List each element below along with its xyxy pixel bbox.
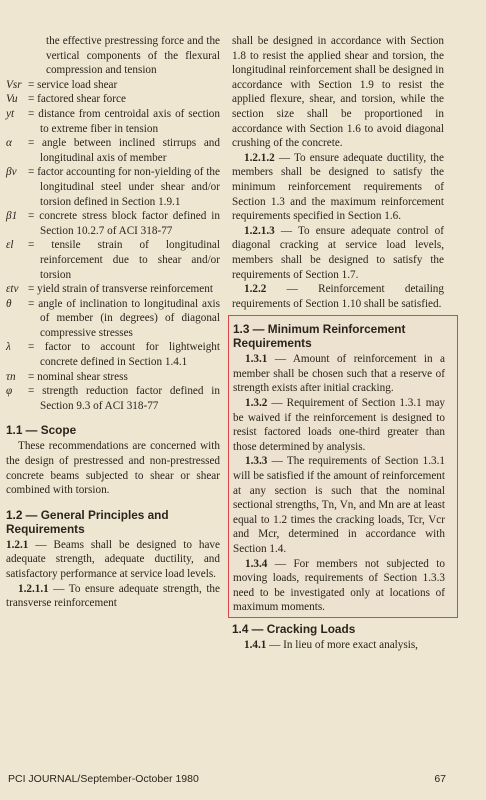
notation-item	[6, 238, 220, 282]
journal-name: PCI JOURNAL/September-October 1980	[8, 773, 199, 785]
paragraph-1-3-3: 1.3.3 — The requirements of Section 1.3.1 will be satisfied if the amount of reinforcement at any section is such that the nominal sectional strengths, Tn, Vn, and Mn are at least equal to 1.2 times the cracking loads, Tcr, Vcr and Mcr, determined in accordance with Section 1.4.	[233, 455, 445, 555]
notation-definition: = tensile strain of longitudinal reinforcement due to shear and/or torsion	[28, 239, 220, 281]
heading-minimum-reinforcement: 1.3 — Minimum Reinforcement Requirements	[233, 322, 406, 351]
notation-definition: = factored shear force	[28, 93, 126, 106]
scope-paragraph: These recommendations are concerned with the design of prestressed and non-prestressed concrete beams subjected to shear or shear combined with torsion.	[6, 440, 220, 497]
notation-definition: = factor to account for lightweight concrete defined in Section 1.4.1	[28, 341, 220, 369]
paragraph-1-3-4: 1.3.4 — For members not subjected to moving loads, requirements of Section 1.3.3 need to be investigated only at locations of maximum moments.	[233, 557, 445, 614]
notation-item	[6, 340, 220, 369]
continued-definition: the effective prestressing force and the vertical components of the flexural compression and tension	[46, 35, 220, 77]
notation-symbol: Vsr	[6, 78, 22, 91]
heading-scope: 1.1 — Scope	[6, 423, 77, 438]
notation-symbol: α	[6, 137, 12, 150]
notation-symbol: Vu	[6, 93, 18, 106]
notation-symbol: βv	[6, 166, 17, 179]
continued-paragraph: shall be designed in accordance with Section 1.8 to resist the applied shear and torsion, the longitudinal reinforcement shall be designed in accordance with Section 1.9 to resist the applied flexure, shear, and torsion, while the section size shall be proportioned in accordance with Section 1.6 to avoid diagonal crushing of the concrete.	[232, 35, 444, 150]
notation-item	[6, 92, 220, 107]
paragraph-1-2-1-1: 1.2.1.1 — To ensure adequate strength, the transverse reinforcement	[6, 582, 220, 610]
notation-symbol: φ	[6, 385, 13, 398]
notation-symbol: εl	[6, 239, 14, 252]
notation-item	[6, 107, 220, 136]
notation-definition: = angle of inclination to longitudinal axis of member (in degrees) of diagonal compressive stresses	[28, 297, 220, 339]
paragraph-1-4-1: 1.4.1 — In lieu of more exact analysis,	[244, 638, 418, 651]
notation-item	[6, 297, 220, 341]
heading-cracking-loads: 1.4 — Cracking Loads	[232, 621, 356, 636]
notation-definition: = nominal shear stress	[28, 370, 128, 383]
notation-item	[6, 384, 220, 413]
left-column	[6, 34, 220, 611]
notation-definition: = yield strain of transverse reinforcement	[28, 283, 213, 296]
notation-symbol: λ	[6, 341, 11, 354]
notation-item	[6, 165, 220, 209]
paragraph-1-2-1: 1.2.1 — Beams shall be designed to have adequate strength, adequate ductility, and satisfactory performance at service load levels.	[6, 538, 220, 580]
notation-definition: = factor accounting for non-yielding of the longitudinal steel under shear and/or torsion defined in Section 1.9.1	[28, 166, 220, 208]
notation-list	[6, 78, 220, 414]
paragraph-1-3-2: 1.3.2 — Requirement of Section 1.3.1 may be waived if the reinforcement is designed to resist factored loads one-third greater than those determined by analysis.	[233, 397, 445, 453]
paragraph-1-3-1: 1.3.1 — Amount of reinforcement in a member shall be chosen such that a reserve of strength exists after initial cracking.	[233, 353, 445, 395]
notation-definition: = distance from centroidal axis of section to extreme fiber in tension	[28, 107, 220, 135]
right-column	[232, 34, 444, 653]
notation-item	[6, 136, 220, 165]
paragraph-1-2-1-3: 1.2.1.3 — To ensure adequate control of diagonal cracking at service load levels, members shall be designed to satisfy the requirements of Section 1.7.	[232, 224, 444, 281]
notation-definition: = concrete stress block factor defined in Section 10.2.7 of ACI 318-77	[28, 210, 220, 237]
notation-symbol: β1	[6, 210, 18, 223]
paragraph-1-2-2: 1.2.2 — Reinforcement detailing requirements of Section 1.10 shall be satisfied.	[232, 283, 444, 310]
page-number: 67	[434, 773, 446, 785]
page-footer	[8, 772, 446, 787]
notation-item	[6, 209, 220, 238]
notation-definition: = strength reduction factor defined in Section 9.3 of ACI 318-77	[28, 385, 220, 412]
highlighted-section-1-3	[228, 315, 458, 618]
heading-general-principles: 1.2 — General Principles and Requirements	[6, 507, 169, 536]
paragraph-1-2-1-2: 1.2.1.2 — To ensure adequate ductility, the members shall be designed to satisfy the minimum reinforcement requirements of Section 1.3 and the maximum reinforcement requirements specified in Section 1.6.	[232, 151, 444, 223]
notation-item	[6, 370, 220, 385]
notation-symbol: εtv	[6, 283, 19, 296]
notation-definition: = service load shear	[28, 78, 118, 91]
notation-symbol: θ	[6, 297, 12, 310]
notation-item	[6, 78, 220, 93]
notation-definition: = angle between inclined stirrups and longitudinal axis of member	[28, 137, 220, 164]
notation-symbol: τn	[6, 370, 16, 383]
notation-item	[6, 282, 220, 297]
notation-symbol: yt	[6, 107, 15, 120]
